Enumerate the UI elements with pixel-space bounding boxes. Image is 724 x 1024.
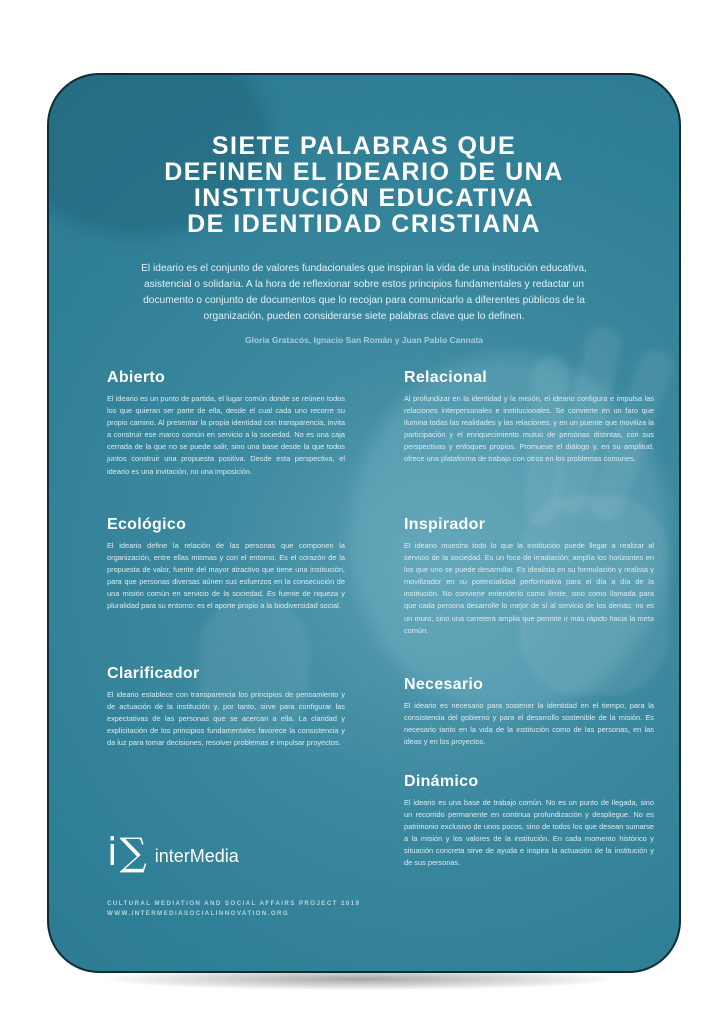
section-heading: Inspirador (404, 516, 486, 533)
footer-project: CULTURAL MEDIATION AND SOCIAL AFFAIRS PROJECT 2019 (107, 900, 361, 907)
section-heading: Abierto (107, 369, 166, 386)
section-necesario (404, 676, 654, 748)
authors: Gloria Gratacós, Ignacio San Román y Juan Pablo Cannata (244, 335, 484, 345)
section-inspirador (404, 516, 654, 637)
section-heading: Clarificador (107, 665, 200, 682)
section-abierto (107, 369, 345, 478)
section-clarificador (107, 665, 345, 749)
section-text: El ideario muestra todo lo que la institución puede llegar a realizar al servicio de la sociedad. Es un foco de irradiación; amplía los horizontes en los que uno se puede desarrollar. Es idealista en su formulación y realista y movilizador en su potencialidad performativa para el día a día de la institución. No conviene entenderlo como límite, sino como llamada para que cada persona desarrolle lo mejor de sí al servicio de los demás; no es un muro, sino una carretera amplia que permite ir más rápido hacia la meta común. (404, 541, 654, 635)
section-text: El ideario es necesario para sostener la identidad en el tiempo, para la consistencia del gobierno y para el desarrollo sostenible de la misión. Es necesario tanto en la vida de la institución como de las personas, en las ideas y en los proyectos. (404, 701, 654, 747)
section-text: El ideario es un punto de partida, el lugar común donde se reúnen todos los que quieran ser parte de ella, desde el cual cada uno recorre su propio camino. Al presentar la propia identidad con transparencia, invita a construir ese marco común en servicio a la sociedad. No es una caja cerrada de la que no se puede salir, sino una base desde la que todos juntos construir una propuesta positiva. Desde esta perspectiva, el ideario es una invitación, no una imposición. (107, 394, 345, 476)
section-heading: Relacional (404, 369, 488, 386)
section-text: Al profundizar en la identidad y la misión, el ideario configura e impulsa las relaciones interpersonales e institucionales. Se convierte en un faro que ilumina todas las realidades y las relaciones; y en un puente que moviliza la participación y el enriquecimiento mutuo de personas distintas, con sus perspectivas y enfoques propios. Promueve el diálogo y, en su amplitud, ofrece una plataforma de trabajo con otros en los problemas comunes. (404, 394, 654, 464)
section-heading: Ecológico (107, 516, 187, 533)
section-relacional (404, 369, 654, 466)
section-text: El ideario establece con transparencia los principios de pensamiento y de actuación de la institución y, por tanto, sirve para configurar las expectativas de las personas que se acercan a ella. La claridad y explicitación de los principios fundamentales favorece la consistencia y da luz para tomar decisiones, resolver problemas e impulsar proyectos. (107, 690, 345, 748)
section-dinamico (404, 773, 654, 870)
section-text: El ideario es una base de trabajo común. No es un punto de llegada, sino un recorrido permanente en continua profundización y despliegue. No es patrimonio exclusivo de unos pocos, sino de todos los que desean sumarse a la misión y los valores de la institución. En cada momento histórico y situación concreta sirve de ayuda e inspira la actuación de la institución y de sus personas. (404, 798, 654, 868)
logo-name: interMedia (154, 845, 239, 866)
title-line: INSTITUCIÓN EDUCATIVA (193, 184, 535, 212)
sigma-icon: ∑ (119, 830, 147, 874)
title-line: SIETE PALABRAS QUE (211, 132, 517, 160)
intermedia-logo (107, 830, 239, 874)
intro-paragraph: El ideario es el conjunto de valores fundacionales que inspiran la vida de una institución educativa, asistencial o solidaria. A la hora de reflexionar sobre estos principios fundamentales y redactar un documento o conjunto de documentos que lo recojan para comunicarlo a diferentes públicos de la organización, pueden considerarse siete palabras clave que lo definen. (141, 263, 587, 322)
footer (107, 899, 360, 919)
section-heading: Dinámico (404, 773, 479, 790)
section-ecologico (107, 516, 345, 613)
poster-title (49, 133, 679, 237)
title-line: DE IDENTIDAD CRISTIANA (187, 210, 541, 238)
section-heading: Necesario (404, 676, 484, 693)
poster (47, 73, 681, 973)
title-line: DEFINEN EL IDEARIO DE UNA (164, 158, 564, 186)
footer-url: WWW.INTERMEDIASOCIALINNOVATION.ORG (107, 910, 290, 917)
section-text: El ideario define la relación de las personas que componen la organización, entre ellas mismas y con el entorno. Es el corazón de la propuesta de valor, fuente del mayor atractivo que tiene una institución, para que personas diversas aúnen sus esfuerzos en la consecución de una misión común en servicio de la sociedad. Es fuente de riqueza y pluralidad para su entorno: es el aporte propio a la biodiversidad social. (107, 541, 345, 611)
logo-i-mark: i (107, 830, 118, 874)
